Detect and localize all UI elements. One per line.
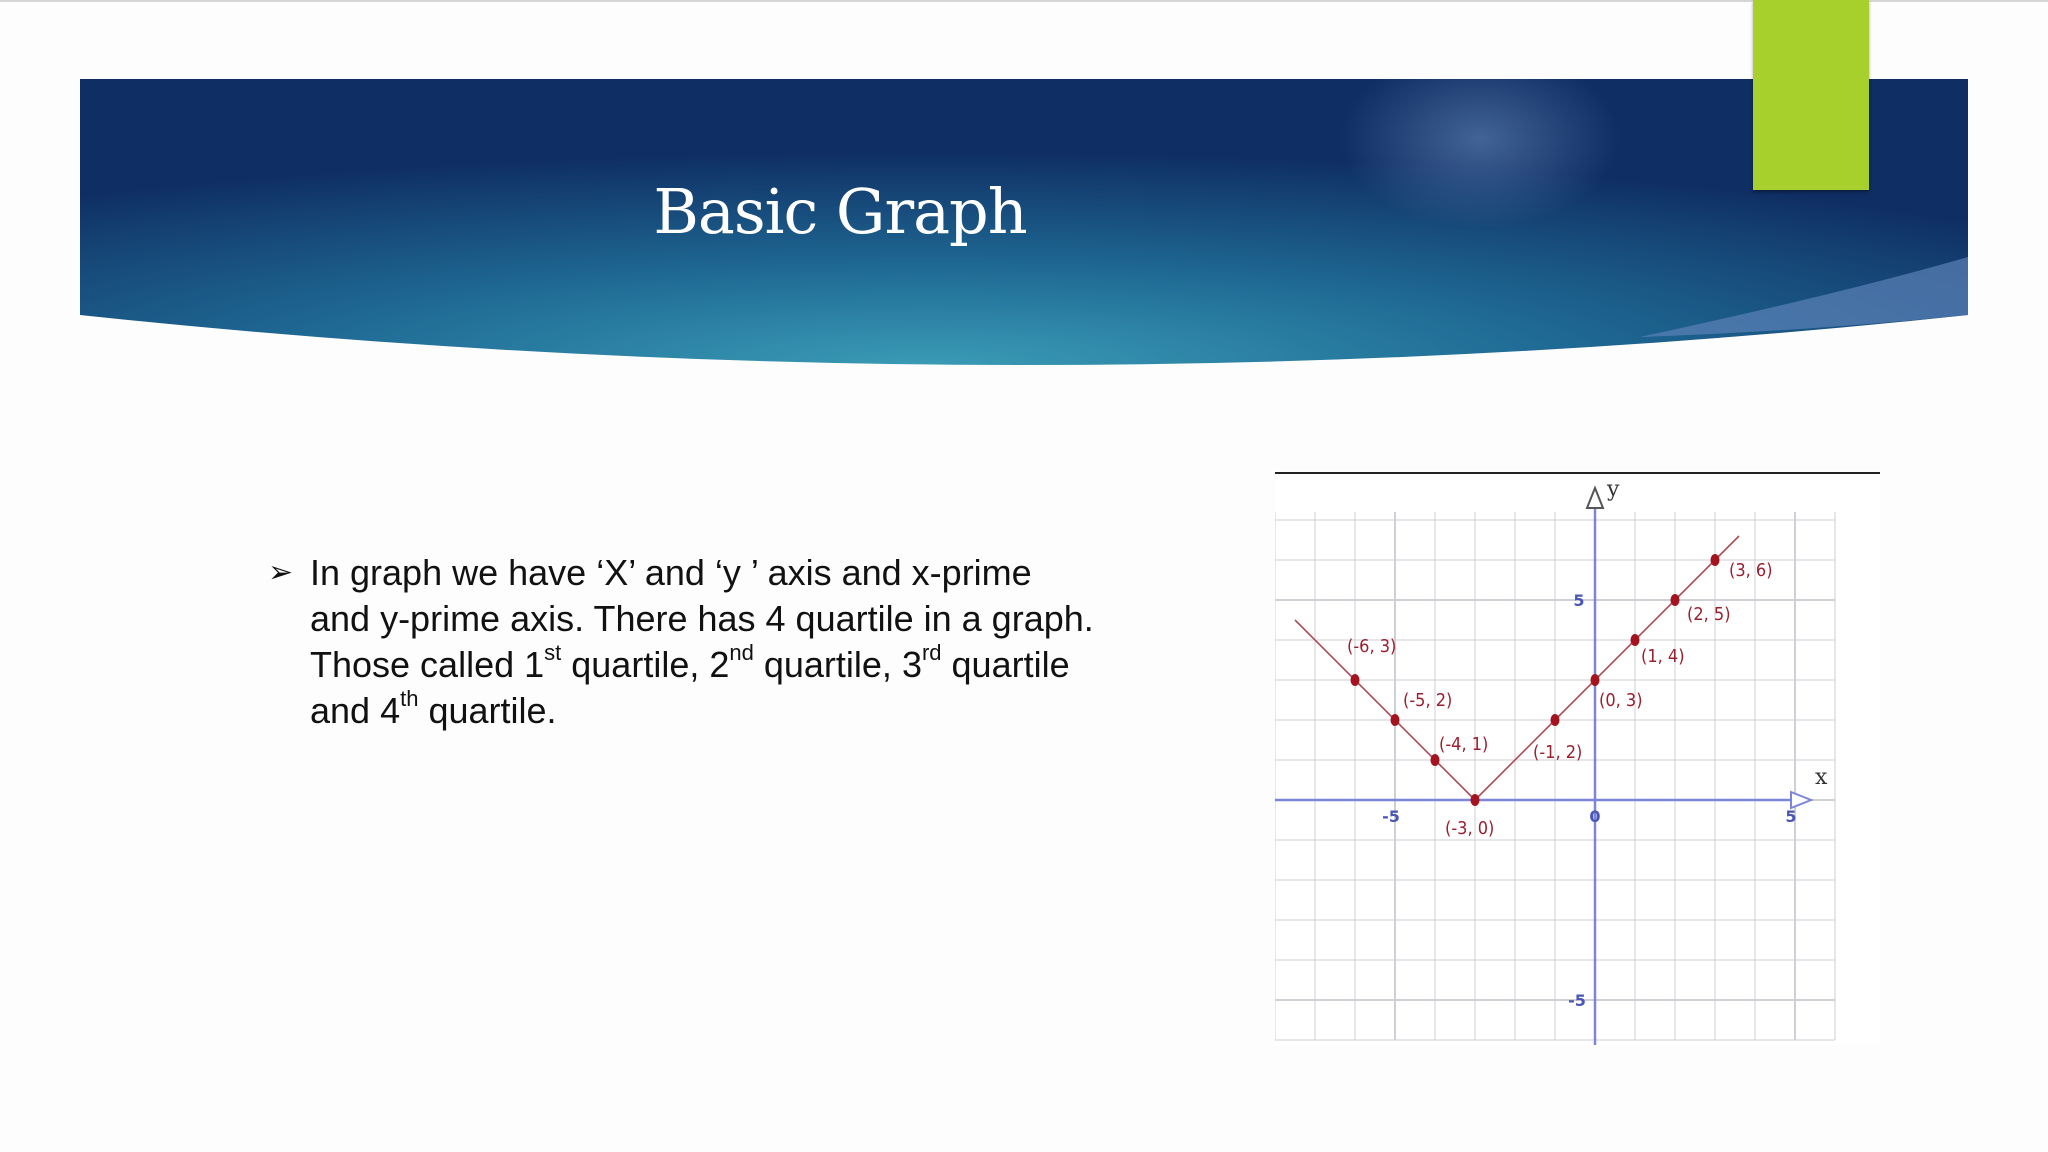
bullet-line — [268, 642, 1168, 688]
data-point — [1391, 714, 1400, 726]
point-label: (0, 3) — [1599, 690, 1643, 711]
x-tick-label: -5 — [1382, 807, 1400, 826]
absolute-value-graph — [1275, 470, 1880, 1045]
text-run: quartile — [941, 644, 1070, 685]
data-point — [1671, 594, 1680, 606]
text-run: In graph we have ‘X’ and ‘y ’ axis and x-prime — [310, 552, 1032, 593]
point-label: (-6, 3) — [1347, 636, 1397, 657]
point-label: (2, 5) — [1687, 604, 1731, 625]
point-label: (-5, 2) — [1403, 690, 1453, 711]
y-tick-label: 5 — [1573, 591, 1585, 610]
bullet-text — [310, 686, 557, 731]
bullet-text — [310, 640, 1070, 685]
point-label: (-4, 1) — [1439, 734, 1489, 755]
data-point — [1551, 714, 1560, 726]
y-axis-arrow-icon — [1587, 488, 1603, 508]
data-point — [1471, 794, 1480, 806]
x-axis-arrow-icon — [1791, 792, 1811, 808]
y-axis-label: y — [1607, 477, 1620, 502]
text-run: Those called 1 — [310, 644, 545, 685]
bullet-line — [268, 688, 1168, 734]
x-tick-label: 5 — [1785, 807, 1797, 826]
point-label: (3, 6) — [1729, 560, 1773, 581]
point-label: (1, 4) — [1641, 646, 1685, 667]
bullet-text — [310, 598, 1094, 639]
accent-tab — [1753, 0, 1869, 190]
bullet-paragraph — [268, 550, 1168, 734]
data-point — [1431, 754, 1440, 766]
x-tick-label: 0 — [1589, 807, 1601, 826]
data-point — [1591, 674, 1600, 686]
ordinal-suffix: nd — [729, 640, 754, 665]
graph-figure — [1275, 470, 1880, 1045]
ordinal-suffix: st — [544, 640, 562, 665]
bullet-line — [268, 550, 1168, 596]
text-run: quartile, 3 — [753, 644, 922, 685]
bullet-text — [310, 552, 1032, 593]
text-run: and y-prime axis. There has 4 quartile in a graph. — [310, 598, 1094, 639]
point-label: (-3, 0) — [1445, 818, 1495, 839]
data-point — [1711, 554, 1720, 566]
y-tick-label: -5 — [1568, 991, 1586, 1010]
ordinal-suffix: th — [400, 686, 419, 711]
ordinal-suffix: rd — [921, 640, 942, 665]
text-run: and 4 — [310, 690, 401, 731]
bullet-line — [268, 596, 1168, 642]
arrow-bullet-icon: ➢ — [268, 556, 294, 589]
text-run: quartile, 2 — [561, 644, 730, 685]
top-border-line — [0, 0, 2048, 2]
data-point — [1351, 674, 1360, 686]
point-label: (-1, 2) — [1533, 742, 1583, 763]
text-run: quartile. — [418, 690, 557, 731]
data-point — [1631, 634, 1640, 646]
slide-title: Basic Graph — [653, 175, 1027, 248]
x-axis-label: x — [1815, 765, 1828, 790]
